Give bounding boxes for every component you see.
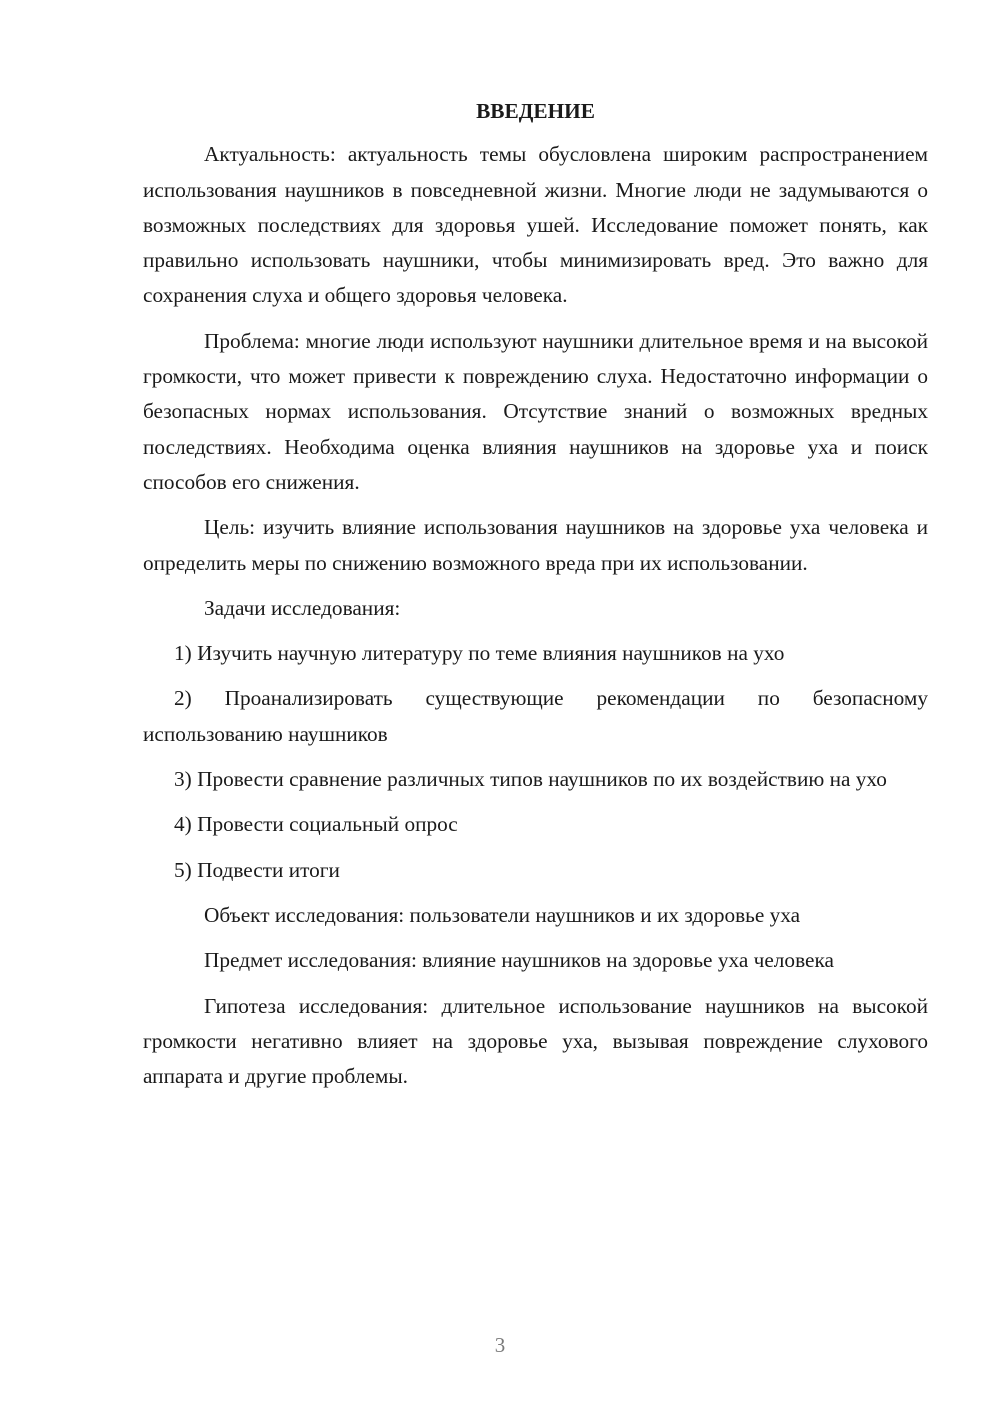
section-title: ВВЕДЕНИЕ: [476, 99, 595, 123]
object-paragraph: Объект исследования: пользователи наушников и их здоровье уха: [204, 902, 801, 927]
relevance-paragraph: Актуальность: актуальность темы обусловлена широким распространением использования наушников в повседневной жизни. Многие люди не задумываются о возможных последствиях для здоровья ушей. Исследование поможет понять, как правильно использовать наушники, чтобы минимизировать вред. Это важно для сохранения слуха и общего здоровья человека.: [143, 142, 928, 308]
page-body: [143, 94, 928, 1104]
problem-paragraph: Проблема: многие люди используют наушники длительное время и на высокой громкости, что может привести к повреждению слуха. Недостаточно информации о безопасных нормах использования. Отсутствие знаний о возможных вредных последствиях. Необходима оценка влияния наушников на здоровье уха и поиск способов его снижения.: [143, 328, 928, 494]
tasks-heading: Задачи исследования:: [204, 595, 401, 620]
task-item-3: 3) Провести сравнение различных типов наушников по их воздействию на ухо: [174, 767, 887, 792]
task-item-2: 2) Проанализировать существующие рекомендации по безопасному использованию наушников: [143, 686, 928, 746]
task-item-5: 5) Подвести итоги: [174, 857, 340, 882]
subject-paragraph: Предмет исследования: влияние наушников на здоровье уха человека: [204, 948, 834, 973]
page-number: 3: [494, 1333, 506, 1357]
task-item-1: 1) Изучить научную литературу по теме влияния наушников на ухо: [174, 641, 785, 666]
goal-paragraph: Цель: изучить влияние использования наушников на здоровье уха человека и определить меры по снижению возможного вреда при их использовании.: [143, 515, 928, 575]
task-item-4: 4) Провести социальный опрос: [174, 812, 458, 837]
hypothesis-paragraph: Гипотеза исследования: длительное использование наушников на высокой громкости негативно влияет на здоровье уха, вызывая повреждение слухового аппарата и другие проблемы.: [143, 993, 928, 1089]
